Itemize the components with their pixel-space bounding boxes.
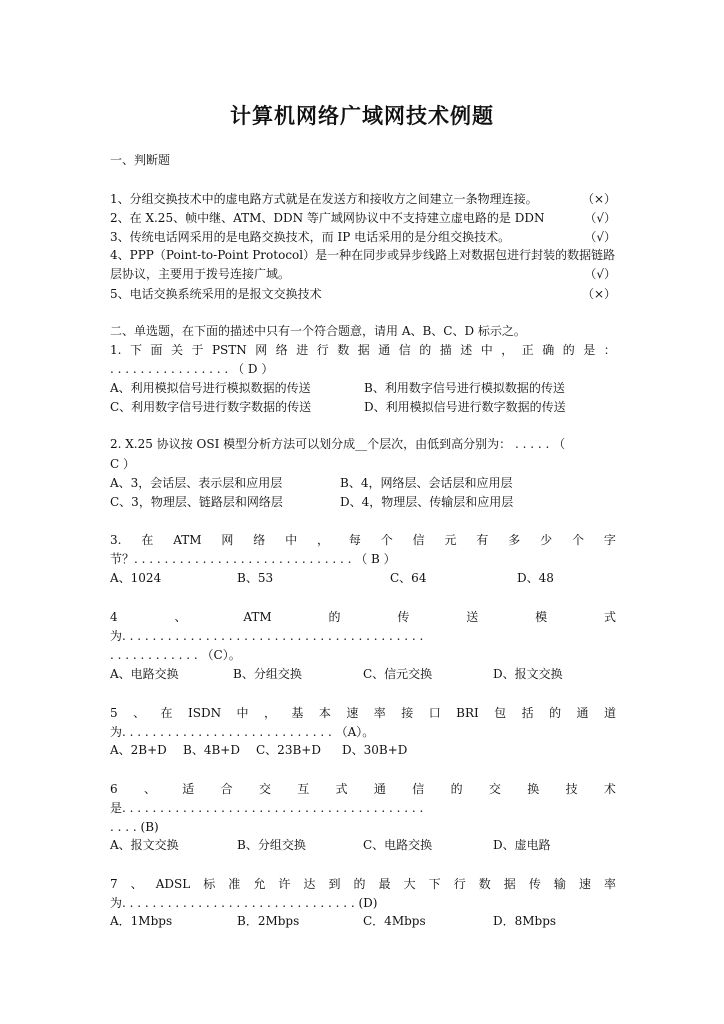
section1-heading: 一、判断题 xyxy=(110,153,171,167)
stem-word: 基 xyxy=(291,706,304,720)
option-d: D、利用模拟信号进行数字数据的传送 xyxy=(364,400,566,414)
stem-word: 的 xyxy=(419,343,432,357)
stem-word: 每 xyxy=(348,533,361,547)
stem-word: ， xyxy=(263,706,276,720)
stem-word: 数 xyxy=(337,343,350,357)
stem-word: 交 xyxy=(488,782,501,796)
q4-stem-cont-2: . . . . . . . . . . . . （C）。 xyxy=(110,648,241,662)
tf-item-answer: （√） xyxy=(584,267,616,281)
stem-word: 的 xyxy=(562,343,575,357)
stem-word: 、 xyxy=(174,610,187,624)
tf-item-answer: （×） xyxy=(581,287,616,301)
option-c: C、电路交换 xyxy=(363,838,433,852)
stem-word: 到 xyxy=(328,877,341,891)
stem-word: 有 xyxy=(476,533,489,547)
stem-word: 传 xyxy=(528,877,541,891)
stem-word: 率 xyxy=(373,706,386,720)
option-c: C．4Mbps xyxy=(363,914,426,928)
q1-stem xyxy=(110,341,616,359)
q2-stem: 2. X.25 协议按 OSI 模型分析方法可以划分成__个层次，由低到高分别为： . . . . . （ xyxy=(110,437,566,451)
stem-word: 个 xyxy=(571,533,584,547)
stem-word: 确 xyxy=(542,343,555,357)
stem-word: 数 xyxy=(478,877,491,891)
tf-item-answer: （√） xyxy=(584,230,616,244)
stem-word: ， xyxy=(501,343,514,357)
stem-word: 术 xyxy=(603,782,616,796)
option-d: D．8Mbps xyxy=(493,914,557,928)
stem-word: 适 xyxy=(182,782,195,796)
option-a: A、3，会话层、表示层和应用层 xyxy=(110,476,283,490)
stem-word: 中 xyxy=(285,533,298,547)
stem-word: 通 xyxy=(378,343,391,357)
section2-heading: 二、单选题，在下面的描述中只有一个符合题意，请用 A、B、C、D 标示之。 xyxy=(110,324,526,338)
q2-stem-cont: C ） xyxy=(110,457,135,471)
stem-word: 字 xyxy=(603,533,616,547)
stem-word: 大 xyxy=(403,877,416,891)
q7-stem xyxy=(110,875,616,893)
q3-stem-cont: 节？. . . . . . . . . . . . . . . . . . . . . . . . . . . . . （ B ） xyxy=(110,552,396,566)
option-b: B、53 xyxy=(237,571,274,585)
stem-word: 本 xyxy=(318,706,331,720)
option-a: A、2B+D xyxy=(110,743,167,757)
stem-word: 网 xyxy=(255,343,268,357)
stem-word: 4 xyxy=(110,610,118,624)
stem-word: 行 xyxy=(453,877,466,891)
stem-word: 关 xyxy=(170,343,183,357)
stem-word: 网 xyxy=(221,533,234,547)
option-c: C、3，物理层、链路层和网络层 xyxy=(110,495,283,509)
option-d: D、虚电路 xyxy=(493,838,551,852)
tf-item-text: 4、PPP（Point-to-Point Protocol）是一种在同步或异步线路上对数据包进行封装的数据链路 xyxy=(110,248,616,262)
stem-word: 许 xyxy=(278,877,291,891)
stem-word: 7 xyxy=(110,877,118,891)
stem-word: 、 xyxy=(143,782,156,796)
stem-word: ADSL xyxy=(155,877,191,891)
stem-word: 的 xyxy=(328,610,341,624)
stem-word: 据 xyxy=(357,343,370,357)
stem-word: 中 xyxy=(480,343,493,357)
tf-item-text: 1、分组交换技术中的虚电路方式就是在发送方和接收方之间建立一条物理连接。 xyxy=(110,192,538,206)
option-b: B、分组交换 xyxy=(237,838,306,852)
stem-word: 最 xyxy=(378,877,391,891)
stem-word: 输 xyxy=(553,877,566,891)
stem-word: 准 xyxy=(228,877,241,891)
stem-word: 1. xyxy=(110,343,122,357)
tf-item-answer: （×） xyxy=(581,192,616,206)
option-d: D、30B+D xyxy=(342,743,408,757)
tf-item-4-cont xyxy=(110,265,616,283)
tf-item-4 xyxy=(110,246,616,264)
option-b: B、4，网络层、会话层和应用层 xyxy=(340,476,513,490)
stem-word: 、 xyxy=(133,706,146,720)
q4-stem-cont: 为. . . . . . . . . . . . . . . . . . . . . . . . . . . . . . . . . . . . . . . . xyxy=(110,629,424,643)
stem-word: ATM xyxy=(243,610,272,624)
stem-word: 传 xyxy=(397,610,410,624)
stem-word: BRI xyxy=(456,706,479,720)
stem-word: 中 xyxy=(236,706,249,720)
stem-word: 络 xyxy=(253,533,266,547)
stem-word: 络 xyxy=(275,343,288,357)
option-d: D、报文交换 xyxy=(493,667,563,681)
stem-word: 下 xyxy=(428,877,441,891)
q6-stem xyxy=(110,780,616,798)
stem-word: 的 xyxy=(549,706,562,720)
stem-word: 据 xyxy=(503,877,516,891)
stem-word: 信 xyxy=(398,343,411,357)
q4-stem xyxy=(110,608,616,626)
option-b: B、利用数字信号进行模拟数据的传送 xyxy=(364,381,565,395)
option-d: D、4，物理层、传输层和应用层 xyxy=(340,495,514,509)
stem-word: 进 xyxy=(296,343,309,357)
stem-word: 在 xyxy=(160,706,173,720)
stem-word: 多 xyxy=(508,533,521,547)
option-a: A、1024 xyxy=(110,571,162,585)
stem-word: 的 xyxy=(353,877,366,891)
page-title: 计算机网络广域网技术例题 xyxy=(230,104,494,128)
stem-word: 述 xyxy=(460,343,473,357)
option-c: C、信元交换 xyxy=(363,667,433,681)
stem-word: PSTN xyxy=(211,343,247,357)
stem-word: 5 xyxy=(110,706,118,720)
stem-word: ， xyxy=(316,533,329,547)
option-b: B、4B+D xyxy=(183,743,240,757)
stem-word: ATM xyxy=(173,533,202,547)
stem-word: 达 xyxy=(303,877,316,891)
option-a: A、报文交换 xyxy=(110,838,179,852)
stem-word: 行 xyxy=(316,343,329,357)
stem-word: 个 xyxy=(380,533,393,547)
option-a: A．1Mbps xyxy=(110,914,173,928)
option-d: D、48 xyxy=(517,571,554,585)
stem-word: 速 xyxy=(578,877,591,891)
tf-item-2 xyxy=(110,209,616,227)
stem-word: 式 xyxy=(335,782,348,796)
stem-word: 3. xyxy=(110,533,122,547)
stem-word: 少 xyxy=(540,533,553,547)
stem-word: 括 xyxy=(521,706,534,720)
q1-stem-cont: . . . . . . . . . . . . . . . . （ D ） xyxy=(110,362,274,376)
tf-item-text: 层协议，主要用于拨号连接广域。 xyxy=(110,267,291,281)
stem-word: 式 xyxy=(603,610,616,624)
q6-stem-cont-2: . . . . (B) xyxy=(110,820,159,834)
stem-word: 道 xyxy=(603,706,616,720)
stem-word: 通 xyxy=(576,706,589,720)
tf-item-answer: （√） xyxy=(584,211,616,225)
stem-word: 是 xyxy=(583,343,596,357)
option-c: C、利用数字信号进行数字数据的传送 xyxy=(110,400,312,414)
stem-word: ISDN xyxy=(187,706,222,720)
stem-word: 合 xyxy=(220,782,233,796)
stem-word: 交 xyxy=(258,782,271,796)
stem-word: 接 xyxy=(401,706,414,720)
stem-word: ： xyxy=(603,343,616,357)
tf-item-text: 5、电话交换系统采用的是报文交换技术 xyxy=(110,287,322,301)
stem-word: 通 xyxy=(373,782,386,796)
tf-item-text: 3、传统电话网采用的是电路交换技术，而 IP 电话采用的是分组交换技术。 xyxy=(110,230,511,244)
stem-word: 6 xyxy=(110,782,118,796)
option-c: C、64 xyxy=(390,571,427,585)
option-c: C、23B+D xyxy=(256,743,321,757)
stem-word: 于 xyxy=(191,343,204,357)
stem-word: 正 xyxy=(521,343,534,357)
tf-item-text: 2、在 X.25、帧中继、ATM、DDN 等广域网协议中不支持建立虚电路的是 DDN xyxy=(110,211,545,225)
stem-word: 模 xyxy=(535,610,548,624)
tf-item-5 xyxy=(110,285,616,303)
option-a: A、利用模拟信号进行模拟数据的传送 xyxy=(110,381,311,395)
stem-word: 下 xyxy=(129,343,142,357)
stem-word: 信 xyxy=(412,533,425,547)
stem-word: 允 xyxy=(253,877,266,891)
stem-word: 描 xyxy=(439,343,452,357)
q5-stem-cont: 为. . . . . . . . . . . . . . . . . . . . . . . . . . . . （A）。 xyxy=(110,725,375,739)
stem-word: 标 xyxy=(203,877,216,891)
option-b: B、分组交换 xyxy=(233,667,302,681)
stem-word: 、 xyxy=(130,877,143,891)
stem-word: 技 xyxy=(565,782,578,796)
q3-stem xyxy=(110,531,616,549)
q5-stem xyxy=(110,704,616,722)
stem-word: 口 xyxy=(428,706,441,720)
stem-word: 互 xyxy=(297,782,310,796)
stem-word: 包 xyxy=(494,706,507,720)
stem-word: 在 xyxy=(141,533,154,547)
tf-item-1 xyxy=(110,190,616,208)
stem-word: 的 xyxy=(450,782,463,796)
stem-word: 送 xyxy=(466,610,479,624)
option-a: A、电路交换 xyxy=(110,667,179,681)
tf-item-3 xyxy=(110,228,616,246)
stem-word: 面 xyxy=(150,343,163,357)
stem-word: 速 xyxy=(346,706,359,720)
option-b: B．2Mbps xyxy=(237,914,300,928)
q7-stem-cont: 为. . . . . . . . . . . . . . . . . . . . . . . . . . . . . . . (D) xyxy=(110,896,378,910)
stem-word: 率 xyxy=(603,877,616,891)
stem-word: 元 xyxy=(444,533,457,547)
q6-stem-cont: 是. . . . . . . . . . . . . . . . . . . . . . . . . . . . . . . . . . . . . . . . xyxy=(110,801,424,815)
stem-word: 换 xyxy=(527,782,540,796)
stem-word: 信 xyxy=(412,782,425,796)
